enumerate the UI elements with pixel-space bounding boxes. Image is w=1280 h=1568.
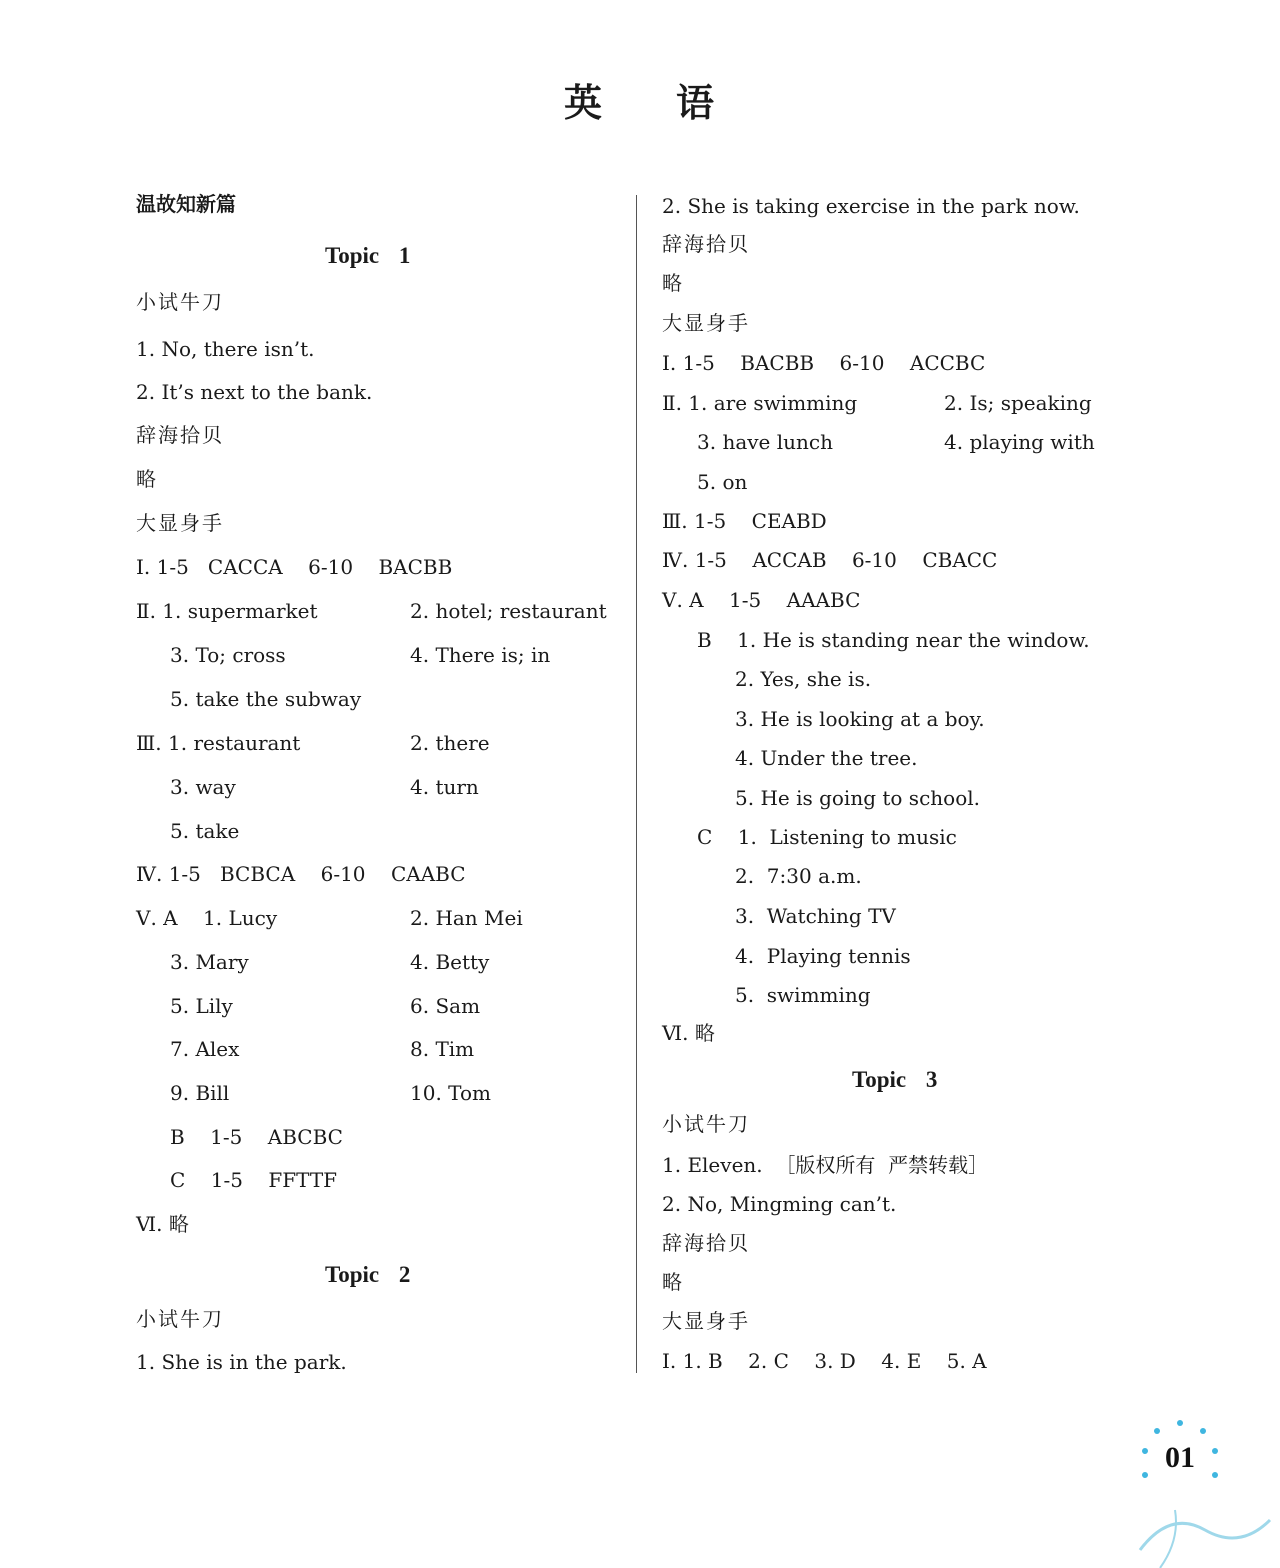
answer-line: 1. No, there isn’t.	[136, 337, 315, 361]
answer-line: Ⅰ. 1-5 CACCA 6-10 BACBB	[136, 555, 453, 579]
answer-line: 3. Watching TV	[735, 904, 896, 928]
decor-dot	[1200, 1428, 1206, 1434]
answer-line: 2. there	[410, 731, 490, 755]
answer-line: 4. Betty	[410, 950, 490, 974]
answer-line: 4. playing with	[944, 430, 1095, 454]
answer-line: 略	[662, 1270, 684, 1294]
answer-line: 1. Eleven. ［版权所有 严禁转载］	[662, 1153, 989, 1177]
answer-line: Ⅰ. 1-5 BACBB 6-10 ACCBC	[662, 351, 986, 375]
answer-line: Ⅴ. A 1. Lucy	[136, 906, 278, 930]
t1-xs-label: 小试牛刀	[136, 290, 224, 314]
answer-line: 3. have lunch	[697, 430, 833, 454]
page-number: 01	[1165, 1441, 1195, 1474]
t3-xs-label: 小试牛刀	[662, 1112, 750, 1136]
answer-line: 10. Tom	[410, 1081, 491, 1105]
answer-line: 4. Under the tree.	[735, 746, 918, 770]
answer-line: 5. take	[170, 819, 240, 843]
answer-line: Ⅳ. 1-5 ACCAB 6-10 CBACC	[662, 548, 998, 572]
t3-ds-label: 大显身手	[662, 1309, 750, 1333]
answer-line: 2. Yes, she is.	[735, 667, 872, 691]
decor-dot	[1212, 1472, 1218, 1478]
answer-line: 3. To; cross	[170, 643, 286, 667]
answer-line: C 1-5 FFTTF	[170, 1168, 338, 1192]
answer-line: Ⅱ. 1. supermarket	[136, 599, 318, 623]
decor-dot	[1142, 1448, 1148, 1454]
t1-ds-label: 大显身手	[136, 511, 224, 535]
topic-3-heading: Topic 3	[852, 1067, 938, 1092]
t2-ds-label: 大显身手	[662, 311, 750, 335]
answer-line: 4. turn	[410, 775, 479, 799]
answer-line: 4. Playing tennis	[735, 944, 911, 968]
answer-line: 2. hotel; restaurant	[410, 599, 607, 623]
decor-dot	[1142, 1472, 1148, 1478]
answer-line: 8. Tim	[410, 1037, 475, 1061]
answer-line: 2. Han Mei	[410, 906, 523, 930]
answer-line: Ⅰ. 1. B 2. C 3. D 4. E 5. A	[662, 1349, 987, 1373]
answer-line: 2. She is taking exercise in the park now.	[662, 194, 1080, 218]
section-heading: 温故知新篇	[136, 192, 236, 216]
decor-dot	[1212, 1448, 1218, 1454]
answer-line: B 1. He is standing near the window.	[697, 628, 1090, 652]
t3-ch-label: 辞海拾贝	[662, 1231, 750, 1255]
decor-dot	[1177, 1420, 1183, 1426]
answer-line: 3. way	[170, 775, 236, 799]
answer-line: 2. No, Mingming can’t.	[662, 1192, 897, 1216]
answer-line: 2. 7:30 a.m.	[735, 864, 862, 888]
answer-line: 5. Lily	[170, 994, 233, 1018]
topic-1-heading: Topic 1	[325, 243, 411, 268]
answer-line: 3. He is looking at a boy.	[735, 707, 985, 731]
answer-line: B 1-5 ABCBC	[170, 1125, 343, 1149]
t2-xs-label: 小试牛刀	[136, 1307, 224, 1331]
watermark-logo-icon	[1130, 1490, 1280, 1568]
answer-line: C 1. Listening to music	[697, 825, 957, 849]
t2-ch-label: 辞海拾贝	[662, 232, 750, 256]
topic-2-heading: Topic 2	[325, 1262, 411, 1287]
answer-line: 4. There is; in	[410, 643, 551, 667]
answer-line: 1. She is in the park.	[136, 1350, 347, 1374]
answer-line: 5. swimming	[735, 983, 871, 1007]
answer-line: 5. take the subway	[170, 687, 362, 711]
answer-line: 3. Mary	[170, 950, 249, 974]
answer-line: Ⅴ. A 1-5 AAABC	[662, 588, 861, 612]
answer-line: Ⅵ. 略	[136, 1212, 189, 1236]
answer-line: 5. on	[697, 470, 748, 494]
decor-dot	[1154, 1428, 1160, 1434]
answer-line: Ⅲ. 1-5 CEABD	[662, 509, 827, 533]
answer-line: Ⅱ. 1. are swimming	[662, 391, 858, 415]
t1-ch-label: 辞海拾贝	[136, 423, 224, 447]
answer-line: 5. He is going to school.	[735, 786, 980, 810]
page-title: 英 语	[563, 81, 717, 125]
answer-line: Ⅳ. 1-5 BCBCA 6-10 CAABC	[136, 862, 466, 886]
answer-line: 9. Bill	[170, 1081, 230, 1105]
answer-line: Ⅵ. 略	[662, 1021, 715, 1045]
answer-line: Ⅲ. 1. restaurant	[136, 731, 301, 755]
answer-line: 略	[662, 271, 684, 295]
column-divider	[636, 195, 637, 1373]
answer-line: 6. Sam	[410, 994, 481, 1018]
answer-line: 略	[136, 467, 158, 491]
answer-line: 2. It’s next to the bank.	[136, 380, 373, 404]
answer-line: 7. Alex	[170, 1037, 240, 1061]
answer-line: 2. Is; speaking	[944, 391, 1092, 415]
